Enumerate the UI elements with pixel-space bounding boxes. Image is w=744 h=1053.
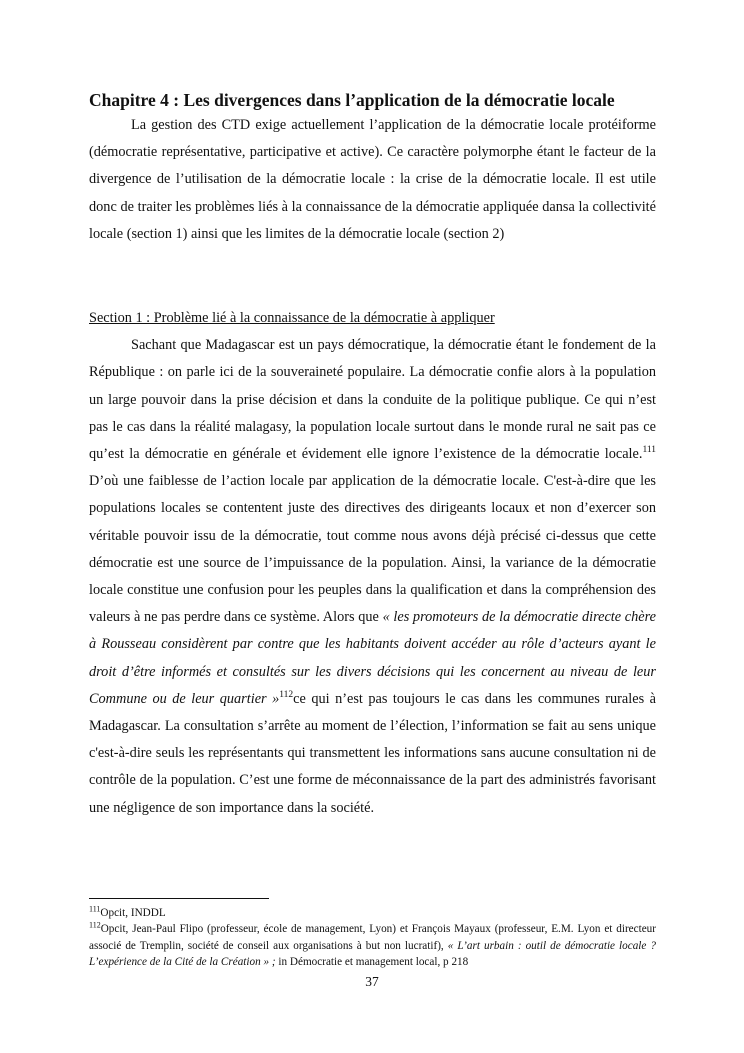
page-body: [89, 88, 656, 822]
footnote-112-number: 112: [89, 920, 101, 930]
footnote-112-source: in Démocratie et management local, p 218: [275, 955, 469, 968]
section-1-text-part-2: D’où une faiblesse de l’action locale par application de la démocratie locale. C'est-à-dire que les populations locales se contentent juste des directives des dirigeants locaux et non d’exercer son véritable pouvoir issu de la démocratie, tout comme nous avons déjà précisé ci-dessus que cette démocratie est une source de l’impuissance de la population. Ainsi, la variance de la démocratie locale constitue une confusion pour les peuples dans la qualification et dans la compréhension des valeurs à ne pas perdre dans ce système. Alors que: [89, 473, 656, 626]
footnote-divider: [89, 898, 269, 899]
footnote-ref-111[interactable]: 111: [642, 445, 656, 456]
footnote-112: [89, 921, 656, 970]
footnote-111: [89, 905, 656, 921]
section-1-title: Section 1 : Problème lié à la connaissance de la démocratie à appliquer: [89, 310, 495, 327]
footnotes: [89, 898, 656, 970]
chapter-intro-paragraph: La gestion des CTD exige actuellement l’application de la démocratie locale protéiforme (démocratie représentative, participative et active). Ce caractère polymorphe étant le facteur de la divergence de l’utilisation de la démocratie locale : la crise de la démocratie locale. Il est utile donc de traiter les problèmes liés à la connaissance de la démocratie appliquée dansa la collectivité locale (section 1) ainsi que les limites de la démocratie locale (section 2): [89, 117, 656, 242]
section-1-text-part-1: Sachant que Madagascar est un pays démocratique, la démocratie étant le fondement de la République : on parle ici de la souveraineté populaire. La démocratie confie alors à la population un large pouvoir dans la prise décision et dans la conduite de la politique publique. Ce qui n’est pas le cas dans la réalité malagasy, la population locale surtout dans le monde rural ne sait pas ce qu’est la démocratie en générale et évidement elle ignore l’existence de la démocratie locale.: [89, 337, 656, 463]
page-number: 37: [365, 974, 379, 989]
section-spacer: [89, 248, 656, 305]
section-1-paragraph: [89, 332, 656, 822]
rousseau-quote: « les promoteurs de la démocratie directe chère à Rousseau considèrent par contre que les habitants doivent accéder au rôle d’acteurs ayant le droit d’être informés et consultés sur les divers décisions qui les concernent au niveau de leur Commune ou de leur quartier »: [89, 609, 656, 707]
footnote-111-text: Opcit, INDDL: [100, 907, 166, 919]
footnote-ref-112[interactable]: 112: [279, 690, 294, 701]
footnote-111-number: 111: [89, 904, 101, 914]
footnote-112-text: Opcit, Jean-Paul Flipo (professeur, école de management, Lyon) et François Mayaux (professeur, E.M. Lyon et directeur associé de Tremplin, société de conseil aux organisations à but non lucratif),: [89, 923, 656, 952]
footnote-112-title: « L’art urbain : outil de démocratie locale ? L’expérience de la Cité de la Création » ;: [89, 939, 656, 968]
chapter-title: Chapitre 4 : Les divergences dans l’application de la démocratie locale: [89, 90, 615, 110]
section-1-text-part-3: ce qui n’est pas toujours le cas dans les communes rurales à Madagascar. La consultation s’arrête au moment de l’élection, l’information se fait au sens unique c'est-à-dire seuls les représentants qui transmettent les informations sans aucune consultation ni de contrôle de la population. C’est une forme de méconnaissance de la part des administrés favorisant une négligence de son importance dans la société.: [89, 690, 656, 816]
